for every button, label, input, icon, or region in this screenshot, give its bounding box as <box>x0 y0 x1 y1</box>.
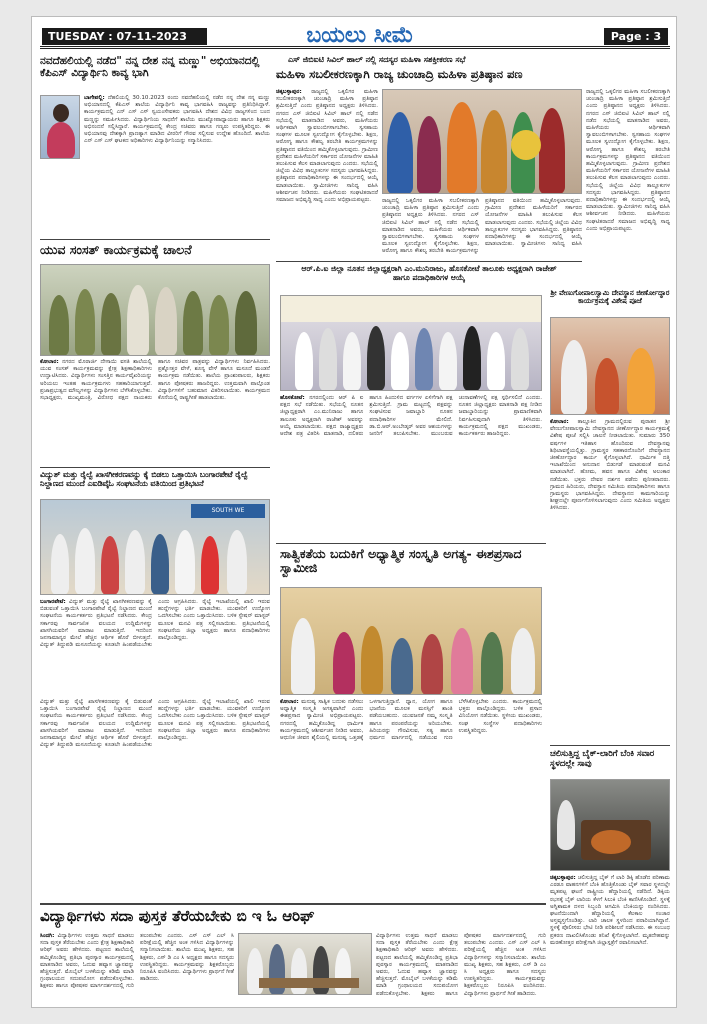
article-2-photo <box>40 264 270 356</box>
article-7-dateline: ಕೋಲಾರ: <box>550 419 569 425</box>
article-7-headline: ಶ್ರೀ ವೇಣುಗೋಪಾಲಸ್ವಾಮಿ ದೇವಸ್ಥಾನ ಜೀರ್ಣೋದ್ಧಾರ ಕಾರ್ಯಕ್ರಮಕ್ಕೆ ವಿಶೇಷ ಪೂಜೆ <box>550 289 670 306</box>
article-9-text-cont: ವಿದ್ಯಾರ್ಥಿಗಳು ಉತ್ತಮ ಸಾಧನೆ ಮಾಡಲು ಸದಾ ಪುಸ್ತಕ ತೆರೆಯಬೇಕು ಎಂದು ಕ್ಷೇತ್ರ ಶಿಕ್ಷಣಾಧಿಕಾರಿ ಆರಿಫ್ ಅವರು ಹೇಳಿದರು. ಪಟ್ಟಣದ ಶಾಲೆಯಲ್ಲಿ ಹಮ್ಮಿಕೊಂಡಿದ್ದ ಪ್ರತಿಭಾ ಪುರಸ್ಕಾರ ಕಾರ್ಯಕ್ರಮದಲ್ಲಿ ಮಾತನಾಡಿದ ಅವರು, ಓದುವ ಹವ್ಯಾಸ ಜ್ಞಾನವನ್ನು ಹೆಚ್ಚಿಸುತ್ತದೆ. ಮೊಬೈಲ್ ಬಳಕೆಯನ್ನು ಕಡಿಮೆ ಮಾಡಿ ಗ್ರಂಥಾಲಯದ ಸದುಪಯೋಗ ಪಡೆದುಕೊಳ್ಳಬೇಕು. ಶಿಕ್ಷಕರು ಹಾಗೂ ಪೋಷಕರ ಮಾರ್ಗದರ್ಶನದಲ್ಲಿ ಗುರಿ ತಲುಪಬೇಕು ಎಂದರು. ಎಸ್ ಎಸ್ ಎಲ್ ಸಿ ಪರೀಕ್ಷೆಯಲ್ಲಿ ಹೆಚ್ಚಿನ ಅಂಕ ಗಳಿಸಿದ ವಿದ್ಯಾರ್ಥಿಗಳನ್ನು ಸನ್ಮಾನಿಸಲಾಯಿತು. ಶಾಲೆಯ ಮುಖ್ಯ ಶಿಕ್ಷಕರು, ಸಹ ಶಿಕ್ಷಕರು, ಎಸ್ ಡಿ ಎಂ ಸಿ ಅಧ್ಯಕ್ಷರು ಹಾಗೂ ಸದಸ್ಯರು ಉಪಸ್ಥಿತರಿದ್ದರು. ಕಾರ್ಯಕ್ರಮವನ್ನು ಶಿಕ್ಷಕರೊಬ್ಬರು ನಿರೂಪಿಸಿ ವಂದಿಸಿದರು. ವಿದ್ಯಾರ್ಥಿಗಳು ಪ್ರಾರ್ಥನೆ ಗೀತೆ ಹಾಡಿದರು. <box>376 933 546 997</box>
issue-date: TUESDAY : 07-11-2023 <box>42 28 207 45</box>
article-3-headline: ವಿದ್ಯುತ್ ಮತ್ತು ರೈಲ್ವೆ ಖಾಸಗೀಕರಣವನ್ನು ಕೈ ಬಿಡಲು ಒತ್ತಾಯಿಸಿ ಬಂಗಾರಪೇಟೆ ರೈಲ್ವೆ ನಿಲ್ದಾಣದ ಮುಂದೆ ಎಐಡಿವೈಓ ಸಂಘಟನೆಯ ವತಿಯಿಂದ ಪ್ರತಿಭಟನೆ <box>40 471 248 488</box>
article-3-body <box>40 599 270 695</box>
article-5-text: ನಗರದಲ್ಲಿಂದು ಆರ್ ಪಿ ಐ ಪಕ್ಷದ ಸಭೆ ನಡೆಯಿತು. ಸಭೆಯಲ್ಲಿ ನೂತನ ಜಿಲ್ಲಾಧ್ಯಕ್ಷರಾಗಿ ಎಂ.ಮುನಿರಾಜು ಹಾಗೂ ತಾಲೂಕು ಅಧ್ಯಕ್ಷರಾಗಿ ರಾಜೇಶ್ ಅವರನ್ನು ಆಯ್ಕೆ ಮಾಡಲಾಯಿತು. ಪಕ್ಷದ ರಾಜ್ಯಾಧ್ಯಕ್ಷರು ಆದೇಶ ಪತ್ರ ವಿತರಿಸಿ ಮಾತನಾಡಿ, ದಲಿತರು ಹಾಗೂ ಹಿಂದುಳಿದ ವರ್ಗಗಳ ಏಳಿಗೆಗಾಗಿ ಪಕ್ಷ ಶ್ರಮಿಸುತ್ತಿದೆ. ಗ್ರಾಮ ಮಟ್ಟದಲ್ಲಿ ಪಕ್ಷವನ್ನು ಸಂಘಟಿಸುವ ಜವಾಬ್ದಾರಿ ನೂತನ ಪದಾಧಿಕಾರಿಗಳ ಮೇಲಿದೆ. ಡಾ.ಬಿ.ಆರ್.ಅಂಬೇಡ್ಕರ್ ಅವರ ಆಶಯಗಳನ್ನು ಜನರಿಗೆ ತಲುಪಿಸಬೇಕು. ಮುಂಬರುವ ಚುನಾವಣೆಗಳಲ್ಲಿ ಪಕ್ಷ ಸ್ಪರ್ಧಿಸಲಿದೆ ಎಂದರು. ನೂತನ ಜಿಲ್ಲಾಧ್ಯಕ್ಷರು ಮಾತನಾಡಿ ಪಕ್ಷ ನೀಡಿದ ಜವಾಬ್ದಾರಿಯನ್ನು ಪ್ರಾಮಾಣಿಕವಾಗಿ ನಿರ್ವಹಿಸುವುದಾಗಿ ತಿಳಿಸಿದರು. ಕಾರ್ಯಕ್ರಮದಲ್ಲಿ ಪಕ್ಷದ ಮುಖಂಡರು, ಕಾರ್ಯಕರ್ತರು ಹಾಜರಿದ್ದರು. <box>280 395 542 438</box>
article-4-headline: ಮಹಿಳಾ ಸಬಲೀಕರಣಕ್ಕಾಗಿ ರಾಜ್ಯ ಚುಂಚಾದ್ರಿ ಮಹಿಳಾ ಪ್ರತಿಷ್ಠಾನ ಪಣ <box>276 68 523 81</box>
article-1-text: ದೆಹಲಿಯಲ್ಲಿ 30.10.2023 ರಂದು ನವದೆಹಲಿಯಲ್ಲಿ ನಡೆದ ನನ್ನ ದೇಶ ನನ್ನ ಮಣ್ಣು ಅಭಿಯಾನದಲ್ಲಿ ಕೆಪಿಎಸ್ ಶಾಲೆಯ ವಿದ್ಯಾರ್ಥಿನಿ ಕಾವ್ಯ ಭಾಗವಹಿಸಿ ರಾಜ್ಯವನ್ನು ಪ್ರತಿನಿಧಿಸಿದ್ದಾಳೆ. ಕಾರ್ಯಕ್ರಮದಲ್ಲಿ ಎನ್ ಎಸ್ ಎಸ್ ಸ್ವಯಂಸೇವಕರು ಭಾಗವಹಿಸಿ ದೇಶದ ವಿವಿಧ ರಾಜ್ಯಗಳಿಂದ ಬಂದ ಮಣ್ಣನ್ನು ಸಮರ್ಪಿಸಿದರು. ವಿದ್ಯಾರ್ಥಿನಿಯ ಸಾಧನೆಗೆ ಶಾಲೆಯ ಮುಖ್ಯೋಪಾಧ್ಯಾಯರು ಹಾಗೂ ಶಿಕ್ಷಕರು ಅಭಿನಂದನೆ ಸಲ್ಲಿಸಿದ್ದಾರೆ. ಕಾರ್ಯಕ್ರಮದಲ್ಲಿ ಕೇಂದ್ರ ಸಚಿವರು ಹಾಗೂ ಗಣ್ಯರು ಉಪಸ್ಥಿತರಿದ್ದರು. ಈ ಅಭಿಯಾನವು ದೇಶಕ್ಕಾಗಿ ಪ್ರಾಣತ್ಯಾಗ ಮಾಡಿದ ವೀರರಿಗೆ ಗೌರವ ಸಲ್ಲಿಸುವ ಉದ್ದೇಶ ಹೊಂದಿದೆ. ಶಾಲೆಯ ಎನ್ ಎಸ್ ಎಸ್ ಘಟಕದ ಅಧಿಕಾರಿಗಳು ವಿದ್ಯಾರ್ಥಿನಿಯನ್ನು ಸನ್ಮಾನಿಸಿದರು. <box>84 95 270 145</box>
article-1-headline: ನವದೆಹಲಿಯಲ್ಲಿ ನಡೆದ" ನನ್ನ ದೇಶ ನನ್ನ ಮಣ್ಣು" ಅಭಿಯಾನದಲ್ಲಿ ಕೆಪಿಎಸ್ ವಿದ್ಯಾರ್ಥಿನಿ ಕಾವ್ಯ ಭಾಗಿ <box>40 55 260 80</box>
article-1-photo <box>40 95 80 159</box>
article-9-text: ವಿದ್ಯಾರ್ಥಿಗಳು ಉತ್ತಮ ಸಾಧನೆ ಮಾಡಲು ಸದಾ ಪುಸ್ತಕ ತೆರೆಯಬೇಕು ಎಂದು ಕ್ಷೇತ್ರ ಶಿಕ್ಷಣಾಧಿಕಾರಿ ಆರಿಫ್ ಅವರು ಹೇಳಿದರು. ಪಟ್ಟಣದ ಶಾಲೆಯಲ್ಲಿ ಹಮ್ಮಿಕೊಂಡಿದ್ದ ಪ್ರತಿಭಾ ಪುರಸ್ಕಾರ ಕಾರ್ಯಕ್ರಮದಲ್ಲಿ ಮಾತನಾಡಿದ ಅವರು, ಓದುವ ಹವ್ಯಾಸ ಜ್ಞಾನವನ್ನು ಹೆಚ್ಚಿಸುತ್ತದೆ. ಮೊಬೈಲ್ ಬಳಕೆಯನ್ನು ಕಡಿಮೆ ಮಾಡಿ ಗ್ರಂಥಾಲಯದ ಸದುಪಯೋಗ ಪಡೆದುಕೊಳ್ಳಬೇಕು. ಶಿಕ್ಷಕರು ಹಾಗೂ ಪೋಷಕರ ಮಾರ್ಗದರ್ಶನದಲ್ಲಿ ಗುರಿ ತಲುಪಬೇಕು ಎಂದರು. ಎಸ್ ಎಸ್ ಎಲ್ ಸಿ ಪರೀಕ್ಷೆಯಲ್ಲಿ ಹೆಚ್ಚಿನ ಅಂಕ ಗಳಿಸಿದ ವಿದ್ಯಾರ್ಥಿಗಳನ್ನು ಸನ್ಮಾನಿಸಲಾಯಿತು. ಶಾಲೆಯ ಮುಖ್ಯ ಶಿಕ್ಷಕರು, ಸಹ ಶಿಕ್ಷಕರು, ಎಸ್ ಡಿ ಎಂ ಸಿ ಅಧ್ಯಕ್ಷರು ಹಾಗೂ ಸದಸ್ಯರು ಉಪಸ್ಥಿತರಿದ್ದರು. ಕಾರ್ಯಕ್ರಮವನ್ನು ಶಿಕ್ಷಕರೊಬ್ಬರು ನಿರೂಪಿಸಿ ವಂದಿಸಿದರು. ವಿದ್ಯಾರ್ಥಿಗಳು ಪ್ರಾರ್ಥನೆ ಗೀತೆ ಹಾಡಿದರು. <box>40 933 234 990</box>
article-1-body <box>84 95 270 235</box>
newspaper-page <box>31 16 677 1008</box>
article-6-text: ಮನುಷ್ಯ ಸಾತ್ವಿಕ ಬದುಕು ನಡೆಸಲು ಅಧ್ಯಾತ್ಮಿಕ ಸಂಸ್ಕೃತಿ ಅಗತ್ಯವಾಗಿದೆ ಎಂದು ಈಶಪ್ರಸಾದ ಸ್ವಾಮೀಜಿ ಅಭಿಪ್ರಾಯಪಟ್ಟರು. ನಗರದಲ್ಲಿ ಹಮ್ಮಿಕೊಂಡಿದ್ದ ಧಾರ್ಮಿಕ ಕಾರ್ಯಕ್ರಮದಲ್ಲಿ ಆಶೀರ್ವಚನ ನೀಡಿದ ಅವರು, ಆಧುನಿಕ ಜೀವನ ಶೈಲಿಯಲ್ಲಿ ಮನುಷ್ಯ ಒತ್ತಡಕ್ಕೆ ಒಳಗಾಗುತ್ತಿದ್ದಾನೆ. ಧ್ಯಾನ, ಯೋಗ ಹಾಗೂ ಭಜನೆಯ ಮೂಲಕ ಮನಸ್ಸಿಗೆ ಶಾಂತಿ ಪಡೆಯಬಹುದು. ಯುವಜನತೆ ನಮ್ಮ ಸಂಸ್ಕೃತಿ ಹಾಗೂ ಪರಂಪರೆಯನ್ನು ಅರಿಯಬೇಕು. ಹಿರಿಯರನ್ನು ಗೌರವಿಸುವ, ಸತ್ಯ ಹಾಗೂ ಧರ್ಮದ ಮಾರ್ಗದಲ್ಲಿ ನಡೆಯುವ ಗುಣ ಬೆಳೆಸಿಕೊಳ್ಳಬೇಕು ಎಂದರು. ಕಾರ್ಯಕ್ರಮದಲ್ಲಿ ಭಕ್ತರು ಪಾಲ್ಗೊಂಡಿದ್ದರು. ಬಳಿಕ ಪ್ರಸಾದ ವಿನಿಯೋಗ ನಡೆಯಿತು. ಸ್ಥಳೀಯ ಮುಖಂಡರು, ಸಂಘ ಸಂಸ್ಥೆಗಳ ಪದಾಧಿಕಾರಿಗಳು ಉಪಸ್ಥಿತರಿದ್ದರು. <box>280 699 542 742</box>
article-5-photo <box>280 295 542 391</box>
article-6-headline: ಸಾತ್ವಿಕತೆಯ ಬದುಕಿಗೆ ಅಧ್ಯಾತ್ಮಿಕ ಸಂಸ್ಕೃತಿ ಅಗತ್ಯ- ಈಶಪ್ರಸಾದ ಸ್ವಾಮೀಜಿ <box>280 547 522 576</box>
article-7-photo <box>550 317 670 415</box>
article-7-text: ತಾಲ್ಲೂಕಿನ ಗ್ರಾಮದಲ್ಲಿರುವ ಪುರಾತನ ಶ್ರೀ ವೇಣುಗೋಪಾಲಸ್ವಾಮಿ ದೇವಸ್ಥಾನದ ಜೀರ್ಣೋದ್ಧಾರ ಕಾರ್ಯಕ್ರಮಕ್ಕೆ ವಿಶೇಷ ಪೂಜೆ ಸಲ್ಲಿಸಿ ಚಾಲನೆ ನೀಡಲಾಯಿತು. ಸುಮಾರು 350 ವರ್ಷಗಳ ಇತಿಹಾಸ ಹೊಂದಿರುವ ದೇವಸ್ಥಾನವು ಶಿಥಿಲಾವಸ್ಥೆಯಲ್ಲಿತ್ತು. ಗ್ರಾಮಸ್ಥರ ಸಹಕಾರದೊಂದಿಗೆ ದೇವಸ್ಥಾನದ ಜೀರ್ಣೋದ್ಧಾರ ಕಾರ್ಯ ಕೈಗೊಳ್ಳಲಾಗಿದೆ. ಧಾರ್ಮಿಕ ದತ್ತಿ ಇಲಾಖೆಯಿಂದ ಅನುದಾನ ಬಿಡುಗಡೆ ಮಾಡುವಂತೆ ಮನವಿ ಮಾಡಲಾಗಿದೆ. ಹೋಮ, ಹವನ ಹಾಗೂ ವಿಶೇಷ ಅಲಂಕಾರ ನಡೆಯಿತು. ಭಕ್ತರು ದೇವರ ದರ್ಶನ ಪಡೆದು ಪುನೀತರಾದರು. ಗ್ರಾಮದ ಹಿರಿಯರು, ದೇವಸ್ಥಾನ ಸಮಿತಿಯ ಪದಾಧಿಕಾರಿಗಳು ಹಾಗೂ ಗ್ರಾಮಸ್ಥರು ಭಾಗವಹಿಸಿದ್ದರು. ದೇವಸ್ಥಾನದ ಕಾಮಗಾರಿಯನ್ನು ಶೀಘ್ರದಲ್ಲೇ ಪೂರ್ಣಗೊಳಿಸಲಾಗುವುದು ಎಂದು ಸಮಿತಿಯ ಅಧ್ಯಕ್ಷರು ತಿಳಿಸಿದರು. <box>550 419 670 512</box>
article-5-body <box>280 395 542 539</box>
article-2-text: ನಗರದ ಮೊರಾರ್ಜಿ ದೇಸಾಯಿ ವಸತಿ ಶಾಲೆಯಲ್ಲಿ ಯುವ ಸಂಸತ್ ಕಾರ್ಯಕ್ರಮವನ್ನು ಕ್ಷೇತ್ರ ಶಿಕ್ಷಣಾಧಿಕಾರಿಗಳು ಉದ್ಘಾಟಿಸಿದರು. ವಿದ್ಯಾರ್ಥಿಗಳು ಸಂಸತ್ತಿನ ಕಾರ್ಯವೈಖರಿಯನ್ನು ಅರಿಯಲು ಇಂತಹ ಕಾರ್ಯಕ್ರಮಗಳು ಸಹಕಾರಿಯಾಗುತ್ತವೆ. ಪ್ರಜಾಪ್ರಭುತ್ವದ ಮೌಲ್ಯಗಳನ್ನು ವಿದ್ಯಾರ್ಥಿಗಳು ಬೆಳೆಸಿಕೊಳ್ಳಬೇಕು. ಸಭಾಧ್ಯಕ್ಷರು, ಮುಖ್ಯಮಂತ್ರಿ, ವಿರೋಧ ಪಕ್ಷದ ನಾಯಕರು ಹಾಗೂ ಸಚಿವರ ಪಾತ್ರವನ್ನು ವಿದ್ಯಾರ್ಥಿಗಳು ನಿರ್ವಹಿಸಿದರು. ಪ್ರಶ್ನೋತ್ತರ ವೇಳೆ, ಶೂನ್ಯ ವೇಳೆ ಹಾಗೂ ಮಸೂದೆ ಮಂಡನೆ ಕಾರ್ಯಕ್ರಮ ನಡೆಯಿತು. ಶಾಲೆಯ ಪ್ರಾಂಶುಪಾಲರು, ಶಿಕ್ಷಕರು ಹಾಗೂ ಪೋಷಕರು ಹಾಜರಿದ್ದರು. ಉತ್ತಮವಾಗಿ ಪಾಲ್ಗೊಂಡ ವಿದ್ಯಾರ್ಥಿಗಳಿಗೆ ಬಹುಮಾನ ವಿತರಿಸಲಾಯಿತು. ಕಾರ್ಯಕ್ರಮದ ಕೊನೆಯಲ್ಲಿ ರಾಷ್ಟ್ರಗೀತೆ ಹಾಡಲಾಯಿತು. <box>40 359 270 402</box>
article-5-headline: ಆರ್.ಪಿ.ಐ ಜಿಲ್ಲಾ ನೂತನ ಜಿಲ್ಲಾಧ್ಯಕ್ಷರಾಗಿ ಎಂ.ಮುನಿರಾಜು, ಹೊಸಕೋಟೆ ತಾಲೂಕು ಅಧ್ಯಕ್ಷರಾಗಿ ರಾಜೇಶ್ ಹಾಗೂ ಪದಾಧಿಕಾರಿಗಳ ಆಯ್ಕೆ <box>301 265 557 282</box>
article-9-body-right <box>376 933 546 1001</box>
article-9-headline: ವಿದ್ಯಾರ್ಥಿಗಳು ಸದಾ ಪುಸ್ತಕ ತೆರೆಯಬೇಕು ಬಿ ಇ ಓ ಆರಿಫ್ <box>40 908 315 925</box>
article-8-text: ಚಲಿಸುತ್ತಿದ್ದ ಬೈಕ್ ಗೆ ಲಾರಿ ಡಿಕ್ಕಿ ಹೊಡೆದ ಪರಿಣಾಮ ಎರಡೂ ವಾಹನಗಳಿಗೆ ಬೆಂಕಿ ಹೊತ್ತಿಕೊಂಡು ಬೈಕ್ ಸವಾರ ಸ್ಥಳದಲ್ಲೇ ಮೃತಪಟ್ಟ ಘಟನೆ ರಾಷ್ಟ್ರೀಯ ಹೆದ್ದಾರಿಯಲ್ಲಿ ನಡೆದಿದೆ. ಡಿಕ್ಕಿಯ ರಭಸಕ್ಕೆ ಬೈಕ್ ಲಾರಿಯ ಕೆಳಗೆ ಸಿಲುಕಿ ಬೆಂಕಿ ಕಾಣಿಸಿಕೊಂಡಿದೆ. ಸ್ಥಳಕ್ಕೆ ಅಗ್ನಿಶಾಮಕ ದಳದ ಸಿಬ್ಬಂದಿ ಆಗಮಿಸಿ ಬೆಂಕಿಯನ್ನು ನಂದಿಸಿದರು. ಘಟನೆಯಿಂದಾಗಿ ಹೆದ್ದಾರಿಯಲ್ಲಿ ಕೆಲಕಾಲ ಸಂಚಾರ ಅಸ್ತವ್ಯಸ್ತಗೊಂಡಿತ್ತು. ಲಾರಿ ಚಾಲಕ ಸ್ಥಳದಿಂದ ಪರಾರಿಯಾಗಿದ್ದಾನೆ. ಸ್ಥಳಕ್ಕೆ ಪೊಲೀಸರು ಭೇಟಿ ನೀಡಿ ಪರಿಶೀಲನೆ ನಡೆಸಿದರು. ಈ ಸಂಬಂಧ ಪ್ರಕರಣ ದಾಖಲಿಸಿಕೊಂಡು ತನಿಖೆ ಕೈಗೊಳ್ಳಲಾಗಿದೆ. ಮೃತದೇಹವನ್ನು ಮರಣೋತ್ತರ ಪರೀಕ್ಷೆಗಾಗಿ ಜಿಲ್ಲಾಸ್ಪತ್ರೆಗೆ ರವಾನಿಸಲಾಗಿದೆ. <box>550 875 670 946</box>
article-9-dateline: ಸಿಂದಗಿ: <box>40 933 55 939</box>
article-2-body <box>40 359 270 463</box>
article-4-kicker: ಎಸ್ ಜಿಬಿಐಟಿ ಸಿವಿಲ್ ಹಾಲ್ ನಲ್ಲಿ ಸದಸ್ಯರ ಮಹಿಳಾ ಸಶಕ್ತೀಕರಣ ಸಭೆ <box>288 55 466 64</box>
article-2-headline: ಯುವ ಸಂಸತ್ ಕಾರ್ಯಕ್ರಮಕ್ಕೆ ಚಾಲನೆ <box>40 243 192 257</box>
article-4-dateline: ಚಿಕ್ಕಬಳ್ಳಾಪುರ: <box>276 89 302 95</box>
article-4-body-left <box>276 89 378 257</box>
article-5-dateline: ಹೊಸಕೋಟೆ: <box>280 395 305 401</box>
article-3-text-cont: ವಿದ್ಯುತ್ ಮತ್ತು ರೈಲ್ವೆ ಖಾಸಗೀಕರಣವನ್ನು ಕೈ ಬಿಡುವಂತೆ ಒತ್ತಾಯಿಸಿ ಬಂಗಾರಪೇಟೆ ರೈಲ್ವೆ ನಿಲ್ದಾಣದ ಮುಂದೆ ಸಂಘಟನೆಯ ಕಾರ್ಯಕರ್ತರು ಪ್ರತಿಭಟನೆ ನಡೆಸಿದರು. ಕೇಂದ್ರ ಸರ್ಕಾರವು ಸಾರ್ವಜನಿಕ ವಲಯದ ಉದ್ದಿಮೆಗಳನ್ನು ಖಾಸಗಿಯವರಿಗೆ ಮಾರಾಟ ಮಾಡುತ್ತಿದೆ. ಇದರಿಂದ ಜನಸಾಮಾನ್ಯರ ಮೇಲೆ ಹೆಚ್ಚಿನ ಆರ್ಥಿಕ ಹೊರೆ ಬೀಳುತ್ತದೆ. ವಿದ್ಯುತ್ ತಿದ್ದುಪಡಿ ಮಸೂದೆಯನ್ನು ಕೂಡಲೇ ಹಿಂಪಡೆಯಬೇಕು ಎಂದು ಆಗ್ರಹಿಸಿದರು. ರೈಲ್ವೆ ಇಲಾಖೆಯಲ್ಲಿ ಖಾಲಿ ಇರುವ ಹುದ್ದೆಗಳನ್ನು ಭರ್ತಿ ಮಾಡಬೇಕು. ಯುವಕರಿಗೆ ಉದ್ಯೋಗ ಒದಗಿಸಬೇಕು ಎಂದು ಒತ್ತಾಯಿಸಿದರು. ಬಳಿಕ ಸ್ಟೇಷನ್ ಮಾಸ್ಟರ್ ಮೂಲಕ ಮನವಿ ಪತ್ರ ಸಲ್ಲಿಸಲಾಯಿತು. ಪ್ರತಿಭಟನೆಯಲ್ಲಿ ಸಂಘಟನೆಯ ಜಿಲ್ಲಾ ಅಧ್ಯಕ್ಷರು ಹಾಗೂ ಪದಾಧಿಕಾರಿಗಳು ಪಾಲ್ಗೊಂಡಿದ್ದರು. <box>40 699 270 749</box>
article-8-headline: ಚಲಿಸುತ್ತಿದ್ದ ಬೈಕ್-ಲಾರಿಗೆ ಬೆಂಕಿ ಸವಾರ ಸ್ಥಳದಲ್ಲೇ ಸಾವು <box>550 749 655 768</box>
article-4-body-right <box>586 89 670 285</box>
article-4-photo <box>382 89 582 194</box>
article-3-text: ವಿದ್ಯುತ್ ಮತ್ತು ರೈಲ್ವೆ ಖಾಸಗೀಕರಣವನ್ನು ಕೈ ಬಿಡುವಂತೆ ಒತ್ತಾಯಿಸಿ ಬಂಗಾರಪೇಟೆ ರೈಲ್ವೆ ನಿಲ್ದಾಣದ ಮುಂದೆ ಸಂಘಟನೆಯ ಕಾರ್ಯಕರ್ತರು ಪ್ರತಿಭಟನೆ ನಡೆಸಿದರು. ಕೇಂದ್ರ ಸರ್ಕಾರವು ಸಾರ್ವಜನಿಕ ವಲಯದ ಉದ್ದಿಮೆಗಳನ್ನು ಖಾಸಗಿಯವರಿಗೆ ಮಾರಾಟ ಮಾಡುತ್ತಿದೆ. ಇದರಿಂದ ಜನಸಾಮಾನ್ಯರ ಮೇಲೆ ಹೆಚ್ಚಿನ ಆರ್ಥಿಕ ಹೊರೆ ಬೀಳುತ್ತದೆ. ವಿದ್ಯುತ್ ತಿದ್ದುಪಡಿ ಮಸೂದೆಯನ್ನು ಕೂಡಲೇ ಹಿಂಪಡೆಯಬೇಕು ಎಂದು ಆಗ್ರಹಿಸಿದರು. ರೈಲ್ವೆ ಇಲಾಖೆಯಲ್ಲಿ ಖಾಲಿ ಇರುವ ಹುದ್ದೆಗಳನ್ನು ಭರ್ತಿ ಮಾಡಬೇಕು. ಯುವಕರಿಗೆ ಉದ್ಯೋಗ ಒದಗಿಸಬೇಕು ಎಂದು ಒತ್ತಾಯಿಸಿದರು. ಬಳಿಕ ಸ್ಟೇಷನ್ ಮಾಸ್ಟರ್ ಮೂಲಕ ಮನವಿ ಪತ್ರ ಸಲ್ಲಿಸಲಾಯಿತು. ಪ್ರತಿಭಟನೆಯಲ್ಲಿ ಸಂಘಟನೆಯ ಜಿಲ್ಲಾ ಅಧ್ಯಕ್ಷರು ಹಾಗೂ ಪದಾಧಿಕಾರಿಗಳು ಪಾಲ್ಗೊಂಡಿದ್ದರು. <box>40 599 270 649</box>
article-9-photo <box>238 933 372 995</box>
article-8-photo <box>550 779 670 871</box>
article-3-body-cont <box>40 699 270 899</box>
article-6-dateline: ಕೋಲಾರ: <box>280 699 299 705</box>
article-4-text-right: ರಾಜ್ಯದಲ್ಲಿ ಒಕ್ಕಲಿಗರ ಮಹಿಳಾ ಸಬಲೀಕರಣಕ್ಕಾಗಿ ಚುಂಚಾದ್ರಿ ಮಹಿಳಾ ಪ್ರತಿಷ್ಠಾನ ಶ್ರಮಿಸುತ್ತಿದೆ ಎಂದು ಪ್ರತಿಷ್ಠಾನದ ಅಧ್ಯಕ್ಷರು ತಿಳಿಸಿದರು. ನಗರದ ಎಸ್ ಜಿಬಿಐಟಿ ಸಿವಿಲ್ ಹಾಲ್ ನಲ್ಲಿ ನಡೆದ ಸಭೆಯಲ್ಲಿ ಮಾತನಾಡಿದ ಅವರು, ಮಹಿಳೆಯರು ಆರ್ಥಿಕವಾಗಿ ಸ್ವಾವಲಂಬಿಗಳಾಗಬೇಕು. ಸ್ವಸಹಾಯ ಸಂಘಗಳ ಮೂಲಕ ಸ್ವಉದ್ಯೋಗ ಕೈಗೊಳ್ಳಬೇಕು. ಶಿಕ್ಷಣ, ಆರೋಗ್ಯ ಹಾಗೂ ಕೌಶಲ್ಯ ತರಬೇತಿ ಕಾರ್ಯಕ್ರಮಗಳನ್ನು ಪ್ರತಿಷ್ಠಾನದ ವತಿಯಿಂದ ಹಮ್ಮಿಕೊಳ್ಳಲಾಗುವುದು. ಗ್ರಾಮೀಣ ಪ್ರದೇಶದ ಮಹಿಳೆಯರಿಗೆ ಸರ್ಕಾರದ ಯೋಜನೆಗಳ ಮಾಹಿತಿ ತಲುಪಿಸುವ ಕೆಲಸ ಮಾಡಲಾಗುವುದು ಎಂದರು. ಸಭೆಯಲ್ಲಿ ಜಿಲ್ಲೆಯ ವಿವಿಧ ತಾಲ್ಲೂಕುಗಳ ಸದಸ್ಯರು ಭಾಗವಹಿಸಿದ್ದರು. ಪ್ರತಿಷ್ಠಾನದ ಪದಾಧಿಕಾರಿಗಳನ್ನು ಈ ಸಂದರ್ಭದಲ್ಲಿ ಆಯ್ಕೆ ಮಾಡಲಾಯಿತು. ಸ್ವಾಮೀಜಿಗಳು ಸಾನಿಧ್ಯ ವಹಿಸಿ ಆಶೀರ್ವಚನ ನೀಡಿದರು. ಮಹಿಳೆಯರು ಸಂಘಟಿತರಾದರೆ ಸಮಾಜದ ಅಭಿವೃದ್ಧಿ ಸಾಧ್ಯ ಎಂದು ಅಭಿಪ್ರಾಯಪಟ್ಟರು. <box>586 89 670 232</box>
article-3-photo: SOUTH WE <box>40 499 270 595</box>
article-3-dateline: ಬಂಗಾರಪೇಟೆ: <box>40 599 66 605</box>
article-2-dateline: ಕೋಲಾರ: <box>40 359 59 365</box>
article-6-body <box>280 699 542 899</box>
newspaper-title: ಬಯಲು ಸೀಮೆ <box>306 23 414 48</box>
article-1-dateline: ಬಾಗೇಪಲ್ಲಿ: <box>84 95 105 101</box>
masthead <box>40 22 670 49</box>
article-7-body <box>550 419 670 741</box>
page-number: Page : 3 <box>604 28 668 45</box>
article-9-body-left <box>40 933 234 1001</box>
article-6-photo <box>280 587 542 695</box>
article-8-body <box>550 875 670 999</box>
article-4-text-cont: ರಾಜ್ಯದಲ್ಲಿ ಒಕ್ಕಲಿಗರ ಮಹಿಳಾ ಸಬಲೀಕರಣಕ್ಕಾಗಿ ಚುಂಚಾದ್ರಿ ಮಹಿಳಾ ಪ್ರತಿಷ್ಠಾನ ಶ್ರಮಿಸುತ್ತಿದೆ ಎಂದು ಪ್ರತಿಷ್ಠಾನದ ಅಧ್ಯಕ್ಷರು ತಿಳಿಸಿದರು. ನಗರದ ಎಸ್ ಜಿಬಿಐಟಿ ಸಿವಿಲ್ ಹಾಲ್ ನಲ್ಲಿ ನಡೆದ ಸಭೆಯಲ್ಲಿ ಮಾತನಾಡಿದ ಅವರು, ಮಹಿಳೆಯರು ಆರ್ಥಿಕವಾಗಿ ಸ್ವಾವಲಂಬಿಗಳಾಗಬೇಕು. ಸ್ವಸಹಾಯ ಸಂಘಗಳ ಮೂಲಕ ಸ್ವಉದ್ಯೋಗ ಕೈಗೊಳ್ಳಬೇಕು. ಶಿಕ್ಷಣ, ಆರೋಗ್ಯ ಹಾಗೂ ಕೌಶಲ್ಯ ತರಬೇತಿ ಕಾರ್ಯಕ್ರಮಗಳನ್ನು ಪ್ರತಿಷ್ಠಾನದ ವತಿಯಿಂದ ಹಮ್ಮಿಕೊಳ್ಳಲಾಗುವುದು. ಗ್ರಾಮೀಣ ಪ್ರದೇಶದ ಮಹಿಳೆಯರಿಗೆ ಸರ್ಕಾರದ ಯೋಜನೆಗಳ ಮಾಹಿತಿ ತಲುಪಿಸುವ ಕೆಲಸ ಮಾಡಲಾಗುವುದು ಎಂದರು. ಸಭೆಯಲ್ಲಿ ಜಿಲ್ಲೆಯ ವಿವಿಧ ತಾಲ್ಲೂಕುಗಳ ಸದಸ್ಯರು ಭಾಗವಹಿಸಿದ್ದರು. ಪ್ರತಿಷ್ಠಾನದ ಪದಾಧಿಕಾರಿಗಳನ್ನು ಈ ಸಂದರ್ಭದಲ್ಲಿ ಆಯ್ಕೆ ಮಾಡಲಾಯಿತು. ಸ್ವಾಮೀಜಿಗಳು ಸಾನಿಧ್ಯ ವಹಿಸಿ <box>382 198 582 255</box>
article-4-text: ರಾಜ್ಯದಲ್ಲಿ ಒಕ್ಕಲಿಗರ ಮಹಿಳಾ ಸಬಲೀಕರಣಕ್ಕಾಗಿ ಚುಂಚಾದ್ರಿ ಮಹಿಳಾ ಪ್ರತಿಷ್ಠಾನ ಶ್ರಮಿಸುತ್ತಿದೆ ಎಂದು ಪ್ರತಿಷ್ಠಾನದ ಅಧ್ಯಕ್ಷರು ತಿಳಿಸಿದರು. ನಗರದ ಎಸ್ ಜಿಬಿಐಟಿ ಸಿವಿಲ್ ಹಾಲ್ ನಲ್ಲಿ ನಡೆದ ಸಭೆಯಲ್ಲಿ ಮಾತನಾಡಿದ ಅವರು, ಮಹಿಳೆಯರು ಆರ್ಥಿಕವಾಗಿ ಸ್ವಾವಲಂಬಿಗಳಾಗಬೇಕು. ಸ್ವಸಹಾಯ ಸಂಘಗಳ ಮೂಲಕ ಸ್ವಉದ್ಯೋಗ ಕೈಗೊಳ್ಳಬೇಕು. ಶಿಕ್ಷಣ, ಆರೋಗ್ಯ ಹಾಗೂ ಕೌಶಲ್ಯ ತರಬೇತಿ ಕಾರ್ಯಕ್ರಮಗಳನ್ನು ಪ್ರತಿಷ್ಠಾನದ ವತಿಯಿಂದ ಹಮ್ಮಿಕೊಳ್ಳಲಾಗುವುದು. ಗ್ರಾಮೀಣ ಪ್ರದೇಶದ ಮಹಿಳೆಯರಿಗೆ ಸರ್ಕಾರದ ಯೋಜನೆಗಳ ಮಾಹಿತಿ ತಲುಪಿಸುವ ಕೆಲಸ ಮಾಡಲಾಗುವುದು ಎಂದರು. ಸಭೆಯಲ್ಲಿ ಜಿಲ್ಲೆಯ ವಿವಿಧ ತಾಲ್ಲೂಕುಗಳ ಸದಸ್ಯರು ಭಾಗವಹಿಸಿದ್ದರು. ಪ್ರತಿಷ್ಠಾನದ ಪದಾಧಿಕಾರಿಗಳನ್ನು ಈ ಸಂದರ್ಭದಲ್ಲಿ ಆಯ್ಕೆ ಮಾಡಲಾಯಿತು. ಸ್ವಾಮೀಜಿಗಳು ಸಾನಿಧ್ಯ ವಹಿಸಿ ಆಶೀರ್ವಚನ ನೀಡಿದರು. ಮಹಿಳೆಯರು ಸಂಘಟಿತರಾದರೆ ಸಮಾಜದ ಅಭಿವೃದ್ಧಿ ಸಾಧ್ಯ ಎಂದು ಅಭಿಪ್ರಾಯಪಟ್ಟರು. <box>276 89 378 204</box>
article-8-dateline: ಚಿಕ್ಕಬಳ್ಳಾಪುರ: <box>550 875 576 881</box>
article-4-body-bottom <box>382 198 582 257</box>
